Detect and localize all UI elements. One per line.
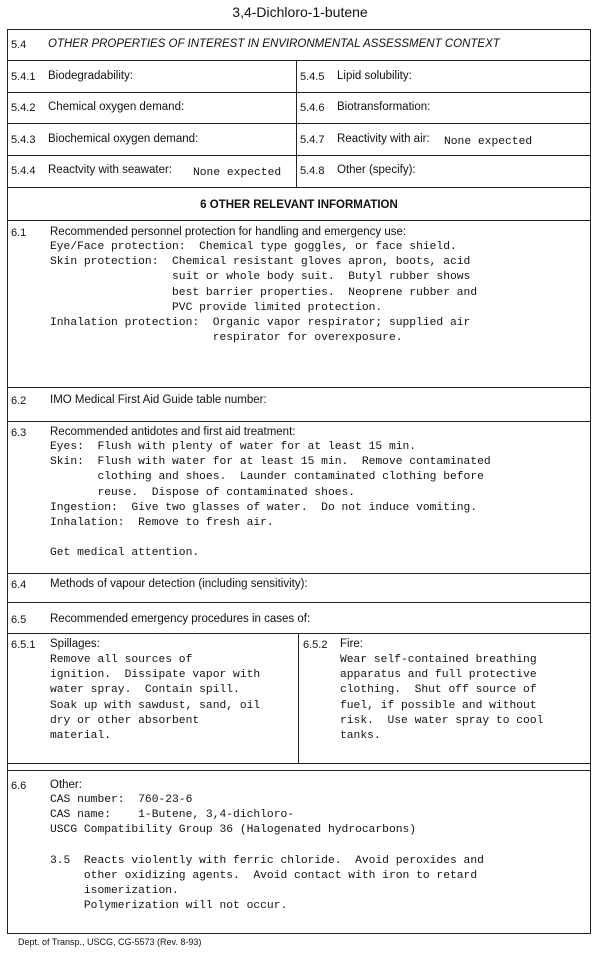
section-6-3-number: 6.3 <box>11 427 27 439</box>
section-6-6-number: 6.6 <box>11 780 27 792</box>
row-5-4-2-number: 5.4.2 <box>11 102 36 114</box>
row-5-4-7-number: 5.4.7 <box>300 134 325 146</box>
divider <box>8 92 590 93</box>
divider <box>8 633 590 634</box>
fire-body: Wear self-contained breathing apparatus and full protective clothing. Shut off source of fuel, if possible and without risk. Use water spray to cool tanks. <box>340 654 544 743</box>
row-5-4-8-label: Other (specify): <box>337 164 416 176</box>
row-5-4-7-value: None expected <box>444 136 533 148</box>
divider <box>8 573 590 574</box>
row-5-4-6-label: Biotransformation: <box>337 101 431 113</box>
section-6-2-label: IMO Medical First Aid Guide table number: <box>50 394 267 406</box>
row-5-4-8-number: 5.4.8 <box>300 165 325 177</box>
row-5-4-6-number: 5.4.6 <box>300 102 325 114</box>
section-6-2-number: 6.2 <box>11 395 27 407</box>
section-5-4-number: 5.4 <box>11 39 27 51</box>
form-footer: Dept. of Transp., USCG, CG-5573 (Rev. 8-93) <box>18 937 202 947</box>
row-5-4-4-number: 5.4.4 <box>11 165 36 177</box>
divider <box>8 602 590 603</box>
divider <box>8 220 590 221</box>
divider <box>8 187 590 188</box>
form-frame <box>7 29 591 934</box>
section-6-3-body: Eyes: Flush with plenty of water for at least 15 min. Skin: Flush with water for at least 15 min. Remove contaminated clothing and shoes. Launder contaminated clothing before reuse. Dispose of contaminated shoes. Ingestion: Give two glasses of water. Do not induce vomiting. Inhalation: Remove to fresh air. Get medical attention. <box>50 441 491 560</box>
row-5-4-1-label: Biodegradability: <box>48 70 134 82</box>
row-5-4-1-number: 5.4.1 <box>11 71 36 83</box>
row-5-4-7-label: Reactivity with air: <box>337 133 430 145</box>
row-5-4-5-label: Lipid solubility: <box>337 70 412 82</box>
divider <box>8 155 590 156</box>
row-5-4-2-label: Chemical oxygen demand: <box>48 101 185 113</box>
section-6-1-body: Eye/Face protection: Chemical type goggles, or face shield. Skin protection: Chemical resistant gloves apron, boots, acid suit or whole body suit. Butyl rubber shows best barrier properties. Neoprene rubber and PVC provide limited protection. Inhalation protection: Organic vapor respirator; supplied air respirator for overexposure. <box>50 241 478 345</box>
column-divider <box>298 633 299 763</box>
section-6-3-label: Recommended antidotes and first aid treatment: <box>50 426 296 438</box>
row-5-4-3-label: Biochemical oxygen demand: <box>48 133 199 145</box>
section-6-6-label: Other: <box>50 779 82 791</box>
divider <box>8 387 590 388</box>
spillages-label: Spillages: <box>50 638 100 650</box>
section-6-1-label: Recommended personnel protection for handling and emergency use: <box>50 226 407 238</box>
row-5-4-5-number: 5.4.5 <box>300 71 325 83</box>
divider <box>8 763 590 764</box>
fire-label: Fire: <box>340 638 363 650</box>
divider <box>8 60 590 61</box>
section-6-1-number: 6.1 <box>11 227 27 239</box>
row-5-4-4-label: Reactvity with seawater: <box>48 164 172 176</box>
page-title: 3,4-Dichloro-1-butene <box>232 4 368 20</box>
divider <box>8 770 590 771</box>
section-6-5-number: 6.5 <box>11 614 27 626</box>
section-6-6-body: CAS number: 760-23-6 CAS name: 1-Butene, 3,4-dichloro- USCG Compatibility Group 36 (Halogenated hydrocarbons) 3.5 Reacts violently with ferric chloride. Avoid peroxides and other oxidizing agents. Avoid contact with iron to retard isomerization. Polymerization will not occur. <box>50 794 484 913</box>
section-6-5-label: Recommended emergency procedures in cases of: <box>50 613 311 625</box>
row-5-4-3-number: 5.4.3 <box>11 134 36 146</box>
section-6-5-1-number: 6.5.1 <box>11 639 36 651</box>
spillages-body: Remove all sources of ignition. Dissipate vapor with water spray. Contain spill. Soak up with sawdust, sand, oil dry or other absorbent material. <box>50 654 261 743</box>
row-5-4-4-value: None expected <box>193 167 282 179</box>
section-6-5-2-number: 6.5.2 <box>303 639 328 651</box>
section-5-4-title: OTHER PROPERTIES OF INTEREST IN ENVIRONMENTAL ASSESSMENT CONTEXT <box>48 38 500 50</box>
section-6-4-number: 6.4 <box>11 579 27 591</box>
divider <box>8 421 590 422</box>
divider <box>8 123 590 124</box>
section-6-4-label: Methods of vapour detection (including sensitivity): <box>50 578 308 590</box>
section-6-heading: 6 OTHER RELEVANT INFORMATION <box>200 199 398 211</box>
